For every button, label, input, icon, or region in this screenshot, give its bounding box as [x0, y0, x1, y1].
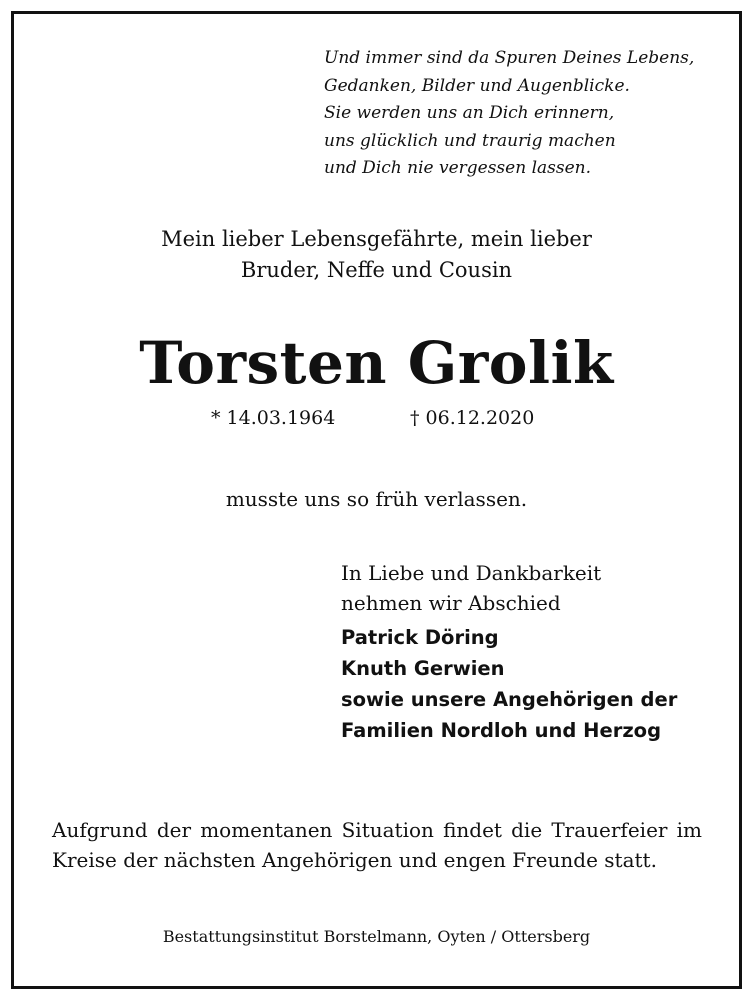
mourning-line: nehmen wir Abschied [341, 591, 561, 615]
funeral-home-credit: Bestattungsinstitut Borstelmann, Oyten / Ottersberg [162, 927, 591, 946]
mourners-list [341, 622, 741, 746]
memorial-poem [324, 45, 734, 183]
poem-line: Und immer sind da Spuren Deines Lebens, [324, 48, 695, 68]
poem-line: Gedanken, Bilder und Augenblicke. [324, 75, 630, 96]
mourner-name: sowie unsere Angehörigen der [341, 688, 678, 711]
mourning-statement [341, 558, 741, 618]
mourner-name: Patrick Döring [341, 626, 499, 649]
intro-line: Mein lieber Lebensgefährte, mein lieber [161, 227, 592, 251]
birth-date: * 14.03.1964 [211, 407, 336, 429]
farewell-text: musste uns so früh verlassen. [225, 487, 528, 511]
intro-line: Bruder, Neffe und Cousin [240, 258, 513, 282]
mourning-line: In Liebe und Dankbarkeit [341, 561, 602, 585]
funeral-notice: Aufgrund der momentanen Situation findet die Trauerfeier im Kreise der nächsten Angehörigen und engen Freunde statt. [52, 818, 702, 872]
poem-line: Sie werden uns an Dich erinnern, [324, 103, 615, 124]
mourner-name: Familien Nordloh und Herzog [341, 719, 662, 742]
relationship-intro [0, 224, 753, 286]
deceased-name: Torsten Grolik [139, 329, 614, 397]
mourner-name: Knuth Gerwien [341, 657, 505, 680]
poem-line: und Dich nie vergessen lassen. [324, 158, 592, 179]
poem-line: uns glücklich und traurig machen [324, 130, 616, 151]
death-date: † 06.12.2020 [410, 407, 535, 429]
